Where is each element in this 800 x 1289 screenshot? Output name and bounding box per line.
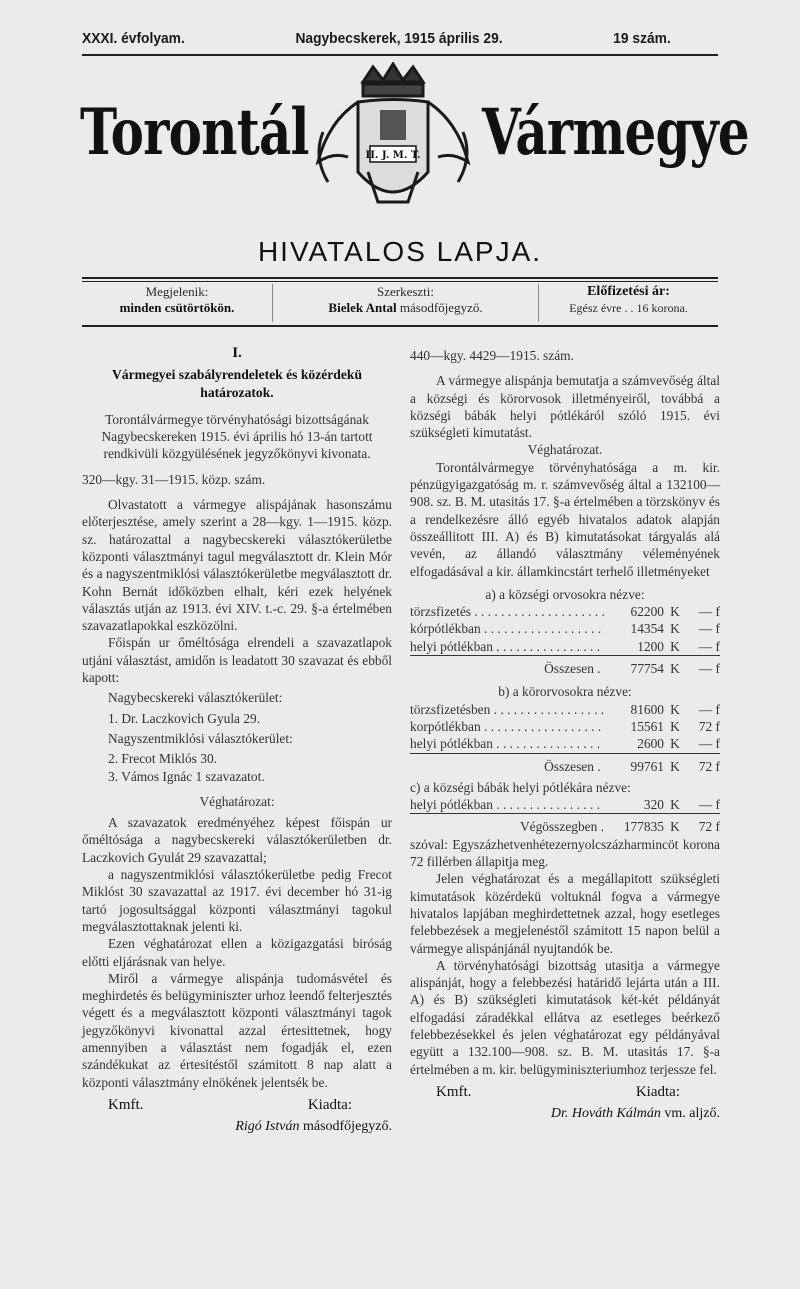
table-a-total xyxy=(410,660,720,677)
table-a xyxy=(410,603,720,656)
currency-f: 72 f xyxy=(698,819,720,835)
paragraph: Jelen véghatározat és a megállapitott szükségleti kimutatások közérdekü voltuknál fogva a vármegye hivatalos lapjában meghirdettetnek azzal, hogy esetleges felebbezések a megjelenéstől számitott 15 napon belül a vármegye alispánjánál nyujtandók be. xyxy=(410,871,720,956)
currency-f: 72 f xyxy=(698,758,720,774)
paragraph: A törvényhatósági bizottság utasitja a vármegye alispánját, hogy a felebbezési határidő lejárta után a III. A) és B) szükségleti kimutatások két-két példányát elfogadási záradékkal ellátva az esetleges beérkező felebbezésekkel és jelen véghatározat egy példányával együtt a 132.100—908. sz. B. M. utasitás 17. §-a értelmében a m. kir. belügyminiszteriumhoz terjessze fel. xyxy=(410,957,720,1077)
row-amount: 320 xyxy=(643,797,664,813)
signer-name: Rigó István xyxy=(235,1119,300,1135)
masthead-title-left: Torontál xyxy=(80,95,309,170)
section-number: I. xyxy=(232,345,242,361)
kmft: Kmft. xyxy=(108,1096,144,1113)
place-date: Nagybecskerek, 1915 április 29. xyxy=(295,30,503,47)
paragraph: Olvastatott a vármegye alispájának hasonszámu előterjesztése, amely szerint a 28—kgy. 1—1915. közp. sz. határozattal a nagybecskereki választókerületbe központi választmányi tagul megválasztott dr. Klein Mór és a nagyszentmiklósi választókerületbe megválasztott dr. Kohn Bernát időközben elhalt, kéri ezek helyének választás utján az 1913. évi XIV. t.-c. 29. §-a értelmében szavazatlapokkal eszközölni. xyxy=(82,497,392,634)
divider xyxy=(82,277,718,279)
signer-title: másodfőjegyző. xyxy=(302,1119,392,1135)
appears-label: Megjelenik: xyxy=(145,284,209,299)
candidate: 2. Frecot Miklós 30. xyxy=(108,751,217,767)
currency-k: K xyxy=(670,661,680,677)
paragraph: Torontálvármegye törvényhatósága a m. kir. pénzügyigazgatóság m. r. számvevőség által a 132100—908. sz. B. M. utasitás 17. §-a értelmében a törzskönyv és a rendelkezésre álló egyéb hivatalos adatok alapján összeállitott III. A) és B) kimutatásokat tárgyalás alá vevén, az állandó választmány véleményének elfogadásával a kir. államkincstárt terhelő illetményeket xyxy=(410,459,720,579)
section-heading: Vármegyei szabályrendeletek és közérdekü határozatok. xyxy=(111,367,363,400)
paragraph: Miről a vármegye alispánja tudomásvétel és meghirdetés és belügyminiszter urhoz leendő felterjesztés végett és a megválasztott központi választmányi tagok jegyzőkönyvi kivonattal azzal értesittetnek, hogy amennyiben a választást nem fogadják el, ezen szándékukat az értesitéstől számitott 8 nap alatt a központi választmány elnökének jelentsék be. xyxy=(82,970,392,1090)
table-row xyxy=(410,796,720,814)
currency-k: K xyxy=(670,638,680,654)
currency-k: K xyxy=(670,604,680,620)
row-label: törzsfizetésben . . . xyxy=(410,701,604,718)
issue-header xyxy=(82,30,671,47)
row-label: korpótlékban . . . xyxy=(410,718,604,735)
row-amount: 1200 xyxy=(637,638,664,654)
table-c-title: c) a községi bábák helyi pótlékára nézve: xyxy=(410,779,631,795)
paragraph: a nagyszentmiklósi választókerületbe pedig Frecot Miklóst 30 szavazattal az 1917. évi december hó 31-ig tartó jogosultsággal központi választmányi tagokul megválasztottaknak jelenti ki. xyxy=(82,867,392,934)
editor-title: másodfőjegyző. xyxy=(399,300,483,315)
currency-k: K xyxy=(670,797,680,813)
signer-title: vm. aljző. xyxy=(664,1106,720,1122)
row-label: törzsfizetés . . . xyxy=(410,603,604,620)
masthead-subtitle: HIVATALOS LAPJA. xyxy=(257,236,543,267)
total-amount: 177835 xyxy=(623,819,664,835)
district-label: Nagyszentmiklósi választókerület: xyxy=(108,730,293,746)
currency-k: K xyxy=(670,758,680,774)
divider xyxy=(82,325,718,327)
total-label: Összesen . xyxy=(544,661,601,677)
currency-f: — f xyxy=(698,638,720,654)
appears-value: minden csütörtökön. xyxy=(119,300,235,315)
appears-info xyxy=(82,284,273,322)
table-row xyxy=(410,638,720,656)
currency-k: K xyxy=(670,701,680,717)
table-row xyxy=(410,701,720,718)
price-value: Egész évre . . 16 korona. xyxy=(569,301,688,315)
currency-f: — f xyxy=(698,797,720,813)
row-amount: 14354 xyxy=(630,621,664,637)
row-label: helyi pótlékban . . . xyxy=(410,796,604,813)
currency-f: — f xyxy=(698,661,720,677)
editor-info xyxy=(273,284,539,322)
table-b xyxy=(410,701,720,754)
kiadta: Kiadta: xyxy=(635,1083,680,1100)
grand-total xyxy=(410,818,720,835)
right-column xyxy=(410,347,720,1122)
signature-line xyxy=(82,1097,392,1114)
kmft: Kmft. xyxy=(436,1083,472,1100)
total-label: Végösszegben . xyxy=(519,819,604,835)
signer xyxy=(410,1105,720,1122)
paragraph: Főispán ur őméltósága elrendeli a szavazatlapok utjáni választást, amidőn is leadatott 30 szavazat és ebből kapott: xyxy=(82,635,392,686)
table-b-title: b) a körorvosokra nézve: xyxy=(498,684,632,700)
row-amount: 15561 xyxy=(630,718,664,734)
total-amount: 99761 xyxy=(630,758,664,774)
row-amount: 2600 xyxy=(637,736,664,752)
currency-k: K xyxy=(670,718,680,734)
price-label: Előfizetési ár: xyxy=(587,284,670,299)
signature-line xyxy=(410,1084,720,1101)
table-c xyxy=(410,796,720,814)
district-label: Nagybecskereki választókerület: xyxy=(108,690,283,706)
total-amount: 77754 xyxy=(630,661,664,677)
signer xyxy=(82,1118,392,1135)
issue-number: 19 szám. xyxy=(613,30,671,47)
currency-f: — f xyxy=(698,621,720,637)
table-row xyxy=(410,603,720,620)
editor-label: Szerkeszti: xyxy=(376,284,435,299)
intro-paragraph: Torontálvármegye törvényhatósági bizottságának Nagybecskereken 1915. évi április hó 13-án tartott rendkivüli közgyülésének jegyzőkönyvi kivonata. xyxy=(101,411,373,462)
coat-of-arms-emblem xyxy=(308,62,478,232)
left-column xyxy=(82,345,392,1135)
reference-number: 440—kgy. 4429—1915. szám. xyxy=(410,348,574,363)
table-row xyxy=(410,718,720,735)
reference-number: 320—kgy. 31—1915. közp. szám. xyxy=(82,471,266,487)
row-label: helyi pótlékban . . . xyxy=(410,638,604,655)
currency-f: 72 f xyxy=(698,718,720,734)
row-amount: 81600 xyxy=(630,701,664,717)
row-amount: 62200 xyxy=(630,604,664,620)
currency-f: — f xyxy=(698,604,720,620)
paragraph: Ezen véghatározat ellen a közigazgatási biróság előtti eljárásnak van helye. xyxy=(82,936,392,969)
svg-text:II. J. M. T.: II. J. M. T. xyxy=(365,150,421,161)
divider xyxy=(82,54,718,56)
kiadta: Kiadta: xyxy=(307,1096,352,1113)
divider xyxy=(82,281,718,282)
table-b-total xyxy=(410,758,720,775)
masthead-title-right: Vármegye xyxy=(482,95,749,170)
total-label: Összesen . xyxy=(544,758,601,774)
paragraph: A szavazatok eredményéhez képest főispán ur őméltósága a nagybecskereki választókerületben dr. Laczkovich Gyulát 29 szavazattal; xyxy=(82,815,392,865)
currency-f: — f xyxy=(698,736,720,752)
paragraph: szóval: Egyszázhetvenhétezernyolcszázharmincöt korona 72 fillérben állapitja meg. xyxy=(410,836,720,870)
price-info xyxy=(539,284,718,322)
row-label: kórpótlékban . . . xyxy=(410,620,604,637)
editor-name: Bielek Antal xyxy=(328,300,397,315)
row-label: helyi pótlékban . . . xyxy=(410,735,604,752)
currency-k: K xyxy=(670,736,680,752)
candidate: 3. Vámos Ignác 1 szavazatot. xyxy=(108,768,265,784)
signer-name: Dr. Hováth Kálmán xyxy=(550,1106,661,1122)
paragraph: A vármegye alispánja bemutatja a számvevőség által a községi és körorvosok illetményeiről, továbbá a községi bábák helyi pótlékáról szóló 1915. évi szükségleti kimutatást. xyxy=(410,373,720,441)
table-row xyxy=(410,735,720,753)
currency-k: K xyxy=(670,819,680,835)
publication-info xyxy=(82,284,718,322)
table-row xyxy=(410,620,720,637)
candidate: 1. Dr. Laczkovich Gyula 29. xyxy=(108,710,261,726)
decision-heading: Véghatározat. xyxy=(527,442,603,458)
volume: XXXI. évfolyam. xyxy=(82,30,185,47)
table-a-title: a) a községi orvosokra nézve: xyxy=(485,586,645,602)
currency-f: — f xyxy=(698,701,720,717)
decision-heading: Véghatározat: xyxy=(199,793,275,809)
currency-k: K xyxy=(670,621,680,637)
